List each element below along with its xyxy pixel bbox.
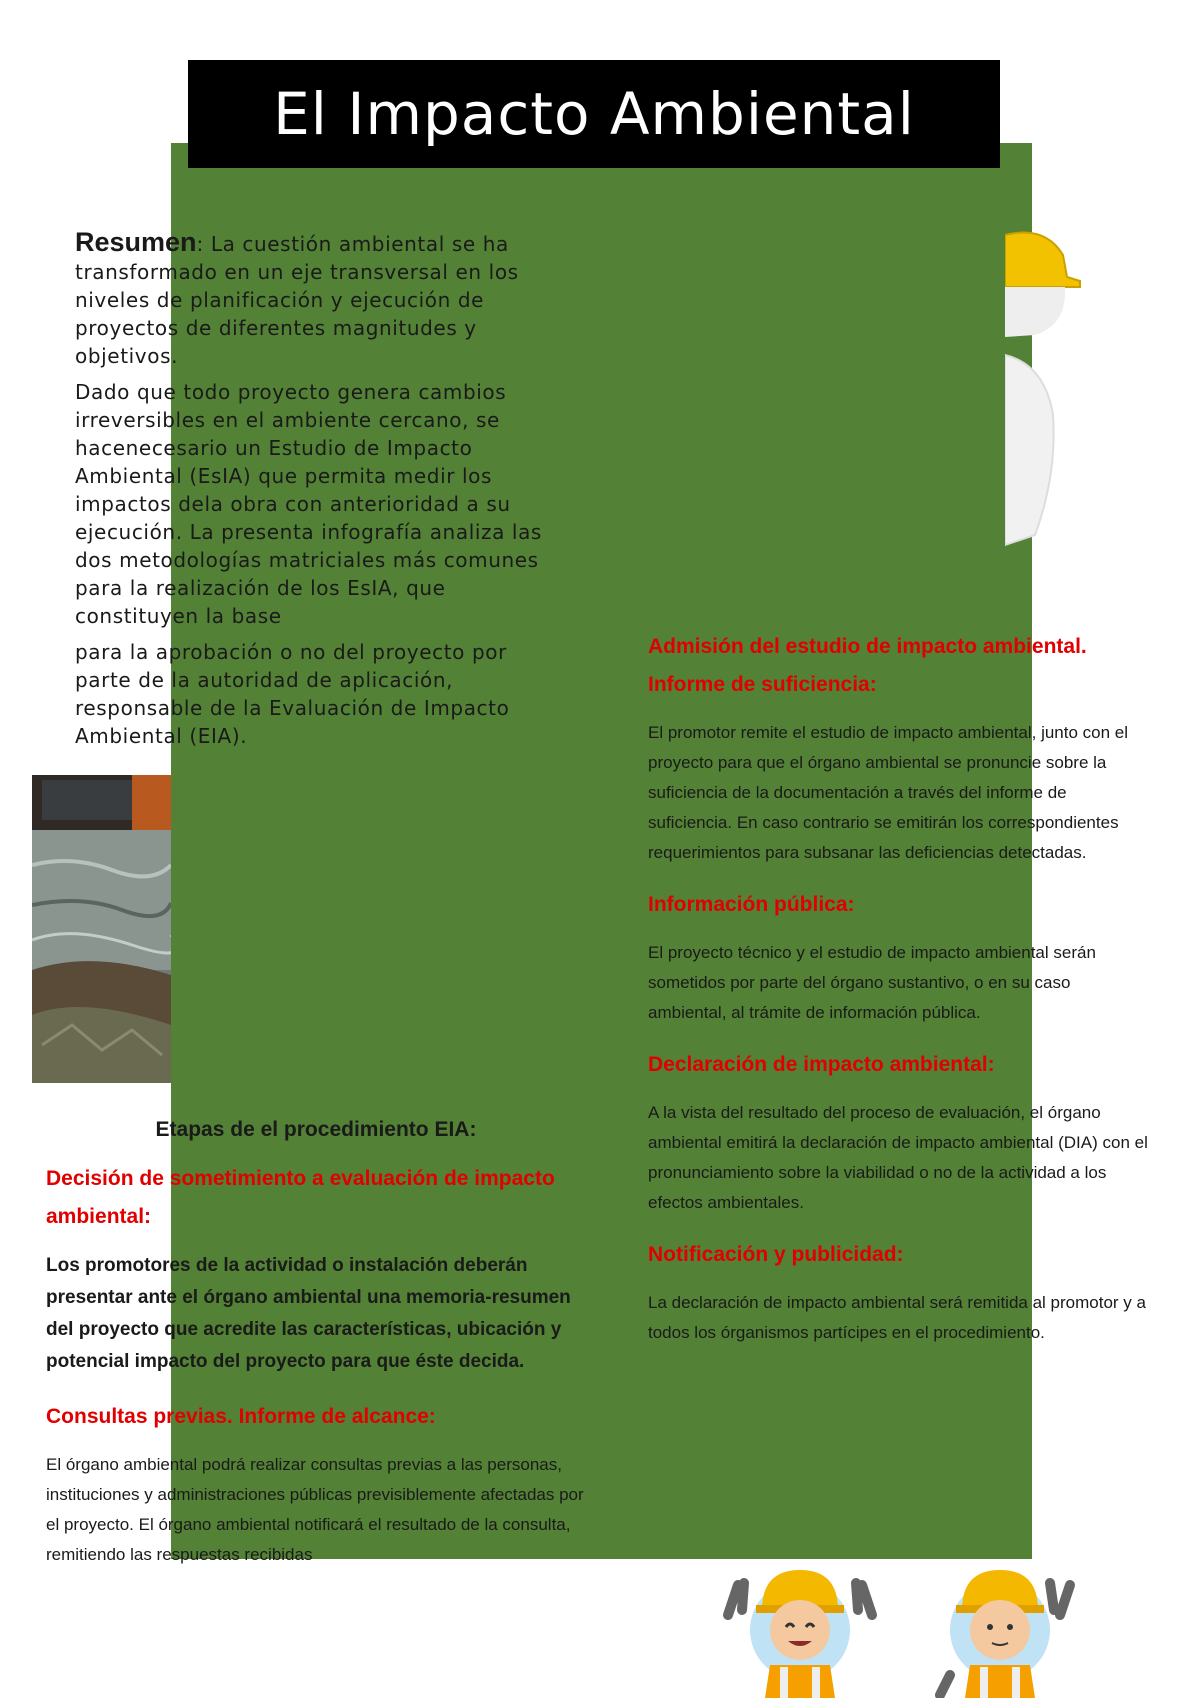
summary-section [75, 228, 555, 753]
etapas-title: Etapas de el procedimiento EIA: [155, 1118, 477, 1141]
section-body-declaracion: A la vista del resultado del proceso de evaluación, el órgano ambiental emitirá la declaración de impacto ambiental (DIA) con el pronunciamiento sobre la viabilidad o no de la actividad a los efectos ambientales. [648, 1103, 1148, 1212]
section-body-admision: El promotor remite el estudio de impacto ambiental, junto con el proyecto para que el órgano ambiental se pronuncie sobre la suficiencia de la documentación a través del informe de suficiencia. En caso contrario se emitirán los correspondientes requerimientos para subsanar las deficiencias detectadas. [648, 723, 1129, 862]
right-column [648, 628, 1148, 1366]
section-heading-declaracion: Declaración de impacto ambiental: [648, 1053, 995, 1076]
summary-paragraph-3: para la aprobación o no del proyecto por parte de la autoridad de aplicación, responsable de la Evaluación de Impacto Ambiental (EIA). [75, 640, 510, 748]
summary-label: Resumen [75, 228, 197, 257]
section-body-informacion: El proyecto técnico y el estudio de impacto ambiental serán sometidos por parte del órgano sustantivo, o en su caso ambiental, al trámite de información pública. [648, 943, 1096, 1022]
section-heading-decision: Decisión de sometimiento a evaluación de impacto ambiental: [46, 1167, 555, 1228]
summary-text-1: : La cuestión ambiental se ha transformado en un eje transversal en los niveles de planificación y ejecución de proyectos de diferentes magnitudes y objetivos. [75, 232, 519, 368]
section-body-notificacion: La declaración de impacto ambiental será remitida al promotor y a todos los órganismos partícipes en el procedimiento. [648, 1293, 1146, 1342]
section-heading-notificacion: Notificación y publicidad: [648, 1243, 904, 1266]
section-body-decision: Los promotores de la actividad o instalación deberán presentar ante el órgano ambiental una memoria-resumen del proyecto que acredite las características, ubicación y potencial impacto del proyecto para que éste decida. [46, 1255, 571, 1372]
worker-cartoon-icon [720, 1555, 880, 1698]
worker-cartoon-icon [920, 1555, 1080, 1698]
page-title: El Impacto Ambiental [188, 60, 1000, 168]
left-column [46, 1118, 586, 1588]
section-heading-informacion: Información pública: [648, 893, 855, 916]
section-heading-consultas: Consultas previas. Informe de alcance: [46, 1405, 436, 1428]
river-photo [32, 775, 171, 1083]
section-heading-admision: Admisión del estudio de impacto ambiental. Informe de suficiencia: [648, 635, 1087, 696]
summary-paragraph-2: Dado que todo proyecto genera cambios irreversibles en el ambiente cercano, se hacenecesario un Estudio de Impacto Ambiental (EsIA) que permita medir los impactos dela obra con anterioridad a su ejecución. La presenta infografía analiza las dos metodologías matriciales más comunes para la realización de los EsIA, que constituyen la base [75, 380, 542, 628]
worker-figure-illustration [1005, 215, 1085, 575]
section-body-consultas: El órgano ambiental podrá realizar consultas previas a las personas, instituciones y administraciones públicas previsiblemente afectadas por el proyecto. El órgano ambiental notificará el resultado de la consulta, remitiendo las respuestas recibidas [46, 1455, 584, 1564]
summary-paragraph-1 [75, 228, 555, 370]
